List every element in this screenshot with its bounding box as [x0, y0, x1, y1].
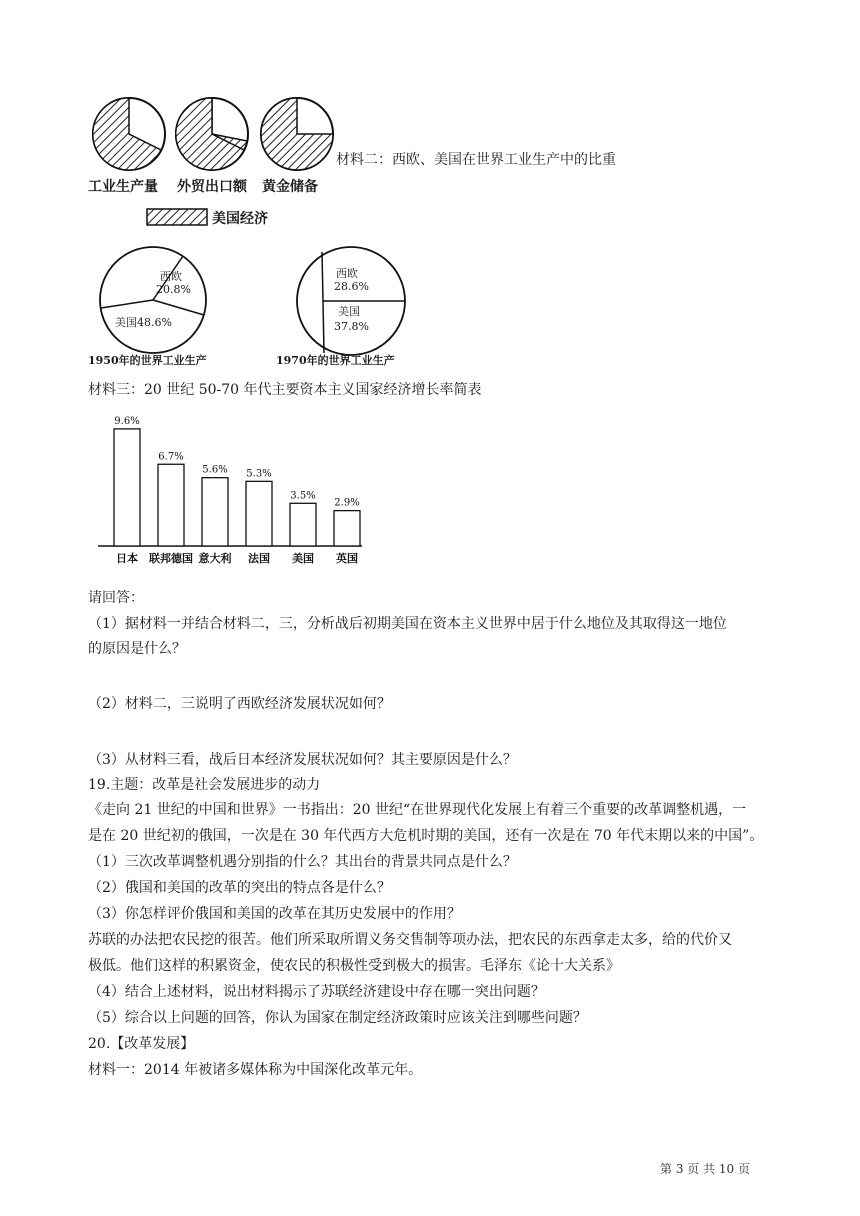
pie-label-industrial-output: 工业生产量: [88, 179, 158, 195]
category-label-3: 法国: [248, 552, 270, 565]
material3-title: 材料三：20 世纪 50-70 年代主要资本主义国家经济增长率简表: [88, 382, 482, 398]
pie1950-west-europe-label: 西欧: [160, 270, 182, 283]
pie-gold-reserve: [261, 98, 333, 170]
bar-value-label-2: 5.6%: [202, 464, 228, 476]
pie1950-caption: 1950年的世界工业生产: [88, 354, 207, 367]
q19-sub-1: （1）三次改革调整机遇分别指的什么？其出台的背景共同点是什么？: [88, 854, 517, 870]
q19-quote-line2: 极低。他们这样的积累资金，使农民的积极性受到极大的损害。毛泽东《论十大关系》: [88, 958, 620, 974]
question-2: （2）材料二，三说明了西欧经济发展状况如何？: [88, 696, 391, 712]
growth-rate-bar-chart: [96, 408, 376, 568]
bar-0: [114, 429, 140, 546]
category-label-4: 美国: [292, 552, 314, 565]
question-1-line2: 的原因是什么？: [88, 641, 186, 657]
bar-2: [202, 478, 228, 546]
bar-1: [158, 464, 184, 546]
pie1970-west-europe-label: 西欧: [336, 267, 358, 280]
category-label-5: 英国: [336, 552, 358, 565]
pie-1970: [286, 245, 416, 357]
q19-para-line2: 是在 20 世纪初的俄国，一次是在 30 年代西方大危机时期的美国，还有一次是在 70 年代末期以来的中国”。: [88, 828, 764, 844]
q19-sub-3: （3）你怎样评价俄国和美国的改革在其历史发展中的作用？: [88, 906, 461, 922]
legend-label: 美国经济: [212, 211, 268, 227]
category-label-0: 日本: [116, 552, 138, 565]
q19-heading: 19.主题：改革是社会发展进步的动力: [88, 777, 321, 793]
category-label-2: 意大利: [198, 552, 232, 565]
bar-4: [290, 503, 316, 546]
material2-title: 材料二：西欧、美国在世界工业生产中的比重: [336, 152, 616, 168]
pie1970-usa-value: 37.8%: [334, 320, 369, 333]
bar-3: [246, 481, 272, 546]
bar-value-label-4: 3.5%: [290, 490, 316, 502]
q20-material1: 材料一：2014 年被诸多媒体称为中国深化改革元年。: [88, 1062, 423, 1078]
legend-hatch-swatch: [146, 208, 208, 226]
bar-value-label-1: 6.7%: [158, 451, 184, 463]
bar-value-label-5: 2.9%: [334, 497, 360, 509]
q19-quote-line1: 苏联的办法把农民挖的很苦。他们所采取所谓义务交售制等项办法，把农民的东西拿走太多，给的代价又: [88, 932, 732, 948]
q19-sub-5: （5）综合以上问题的回答，你认为国家在制定经济政策时应该关注到哪些问题？: [88, 1010, 587, 1026]
pie-1950: [88, 245, 218, 355]
pie1970-usa-label: 美国: [338, 305, 360, 318]
answer-intro: 请回答：: [88, 590, 144, 606]
bar-value-label-0: 9.6%: [114, 415, 140, 427]
pie-label-export-volume: 外贸出口额: [177, 179, 247, 195]
q19-para-line1: 《走向 21 世纪的中国和世界》一书指出：20 世纪“在世界现代化发展上有着三个重要的改革调整机遇，一: [88, 802, 747, 818]
pie1950-usa-label: 美国48.6%: [115, 316, 172, 329]
bar-5: [334, 511, 360, 546]
category-label-1: 联邦德国: [149, 552, 193, 565]
question-1-line1: （1）据材料一并结合材料二，三，分析战后初期美国在资本主义世界中居于什么地位及其取得这一地位: [88, 616, 727, 632]
q20-heading: 20.【改革发展】: [88, 1036, 195, 1052]
pie-export-volume: [176, 98, 248, 170]
q19-sub-4: （4）结合上述材料，说出材料揭示了苏联经济建设中存在哪一突出问题？: [88, 984, 545, 1000]
bar-value-label-3: 5.3%: [246, 468, 272, 480]
pie-industrial-output: [93, 98, 165, 170]
pie-label-gold-reserve: 黄金储备: [262, 179, 318, 195]
q19-sub-2: （2）俄国和美国的改革的突出的特点各是什么？: [88, 880, 391, 896]
question-3: （3）从材料三看，战后日本经济发展状况如何？其主要原因是什么？: [88, 752, 517, 768]
pie1970-caption: 1970年的世界工业生产: [276, 354, 395, 367]
page-number: 第 3 页 共 10 页: [660, 1162, 750, 1176]
pie1950-west-europe-value: 20.8%: [156, 283, 191, 296]
pie1970-west-europe-value: 28.6%: [334, 280, 369, 293]
